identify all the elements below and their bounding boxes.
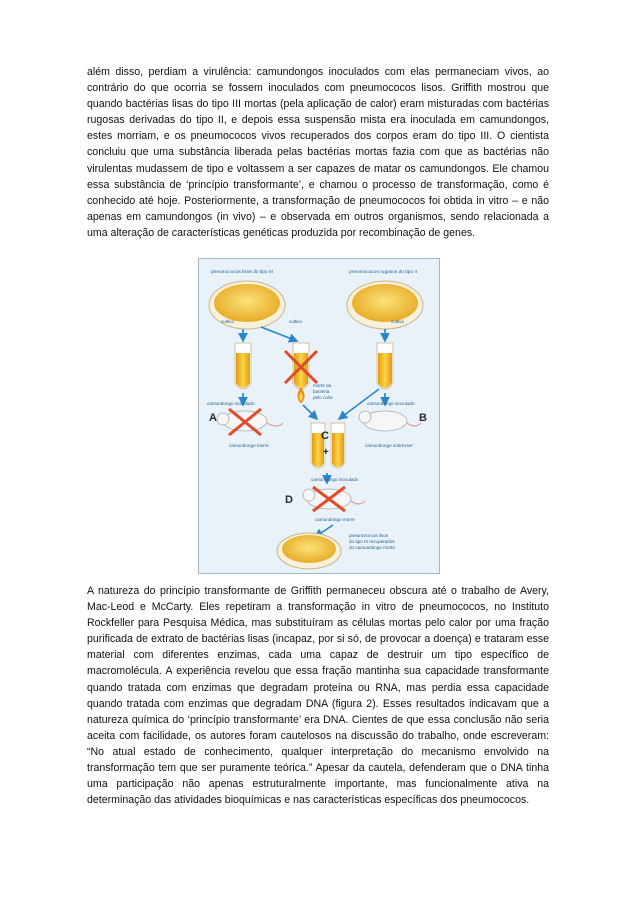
test-tube-left (235, 343, 251, 389)
cultivo-label-3: cultivo (391, 319, 405, 324)
dish-left-label: pneumococos lisos do tipo III (211, 270, 273, 275)
mouse-b-alive (359, 411, 421, 431)
mouse-d-dead (303, 487, 365, 511)
recovered-label-line-1: pneumococos lisos (349, 533, 389, 538)
letter-d: D (285, 494, 293, 506)
paragraph-2: A natureza do princípio transformante de Griffith permaneceu obscura até o trabalho de Avery, Mac-Leod e McCarty. Eles repetiram a transformação in vitro de pneumococos, no Instituto Rockfeller para Pesquisa Médica, mas substituíram as células mortas pelo calor por uma fração purificada de extrato de bactérias lisas (incapaz, por si só, de provocar a doença) e trataram esse material com diferentes enzimas, cada uma capaz de destruir um tipo específico de macromolécula. A experiência revelou que essa fração mantinha sua capacidade transformante quando tratada com enzimas que degradam proteína ou RNA, mas perdia essa capacidade quando tratada com enzimas que degradam DNA (figura 2). Esses resultados indicavam que a natureza química do ‘princípio transformante’ era DNA. Cientes de que essa conclusão não seria aceita com facilidade, os autores foram cautelosos na discussão do trabalho, onde escreveram: “No atual estado de conhecimento, qualquer interpretação do mecanismo envolvido na transformação tem que ser puramente teórica.” Apesar da cautela, defenderam que o DNA tinha uma participação não apenas estruturalmente importante, mas funcionalmente ativa na determinação das atividades bioquímicas e nas características específicas dos pneumococos. (87, 585, 549, 807)
mouse-dies-label-a: camundongo morre (229, 443, 269, 448)
letter-c: C (321, 430, 329, 442)
heat-label-line-2: bactéria (313, 389, 330, 394)
arrow-cultivo-2 (261, 327, 297, 341)
test-tube-c-live (331, 423, 345, 468)
mouse-dies-label-d: camundongo morre (315, 517, 355, 522)
cultivo-label-2: cultivo (289, 319, 303, 324)
plus-sign: + (323, 447, 329, 458)
flame-icon (297, 387, 304, 403)
recovered-label-line-2: do tipo III recuperados (349, 539, 395, 544)
mouse-survives-label-b: camundongo sobrevive (365, 443, 413, 448)
petri-dish-recovered (277, 533, 341, 569)
recovered-label-line-3: do camundongo morto (349, 545, 395, 550)
inoculated-label-right: camundongo inoculado (367, 401, 415, 406)
griffith-experiment-figure (198, 258, 440, 574)
inoculated-label-left: camundongo inoculado (207, 401, 255, 406)
dish-right-label: pneumococos rugosos do tipo II (349, 270, 417, 275)
letter-a: A (209, 412, 217, 424)
cultivo-label-1: cultivo (221, 319, 235, 324)
figure-diagram (199, 259, 439, 573)
paragraph-1: além disso, perdiam a virulência: camundongos inoculados com elas permaneciam vivos, ao contrário do que ocorria se fossem inoculados com pneumococos lisos. Griffith mostrou que quando bactérias lisas do tipo III mortas (pela aplicação de calor) eram misturadas com bactérias rugosas derivadas do tipo II, e depois essa suspensão mista era inoculada em camundongos, estes morriam, e os pneumococos vivos recuperados dos corpos eram do tipo III. O cientista concluiu que uma substância liberada pelas bactérias mortas fazia com que as bactérias não virulentas mudassem de tipo e voltassem a ser capazes de matar os camundongos. Ele chamou essa substância de ‘princípio transformante’, e chamou o processo de transformação, como é conhecido até hoje. Posteriormente, a transformação de pneumococos foi obtida in vitro – e não apenas em camundongos (in vivo) – e observada em outros organismos, sendo relacionada a uma alteração de características genéticas produzida por recombinação de genes. (87, 66, 549, 239)
mouse-a-dead (217, 409, 283, 435)
arrow-to-tube-c-left (303, 405, 317, 419)
test-tube-right (377, 343, 393, 389)
heat-label-line-3: pelo calor (313, 395, 333, 400)
inoculated-label-bottom: camundongo inoculado (311, 477, 359, 482)
letter-b: B (419, 412, 427, 424)
petri-dish-right (347, 281, 423, 329)
heat-label-line-1: morte da (313, 383, 332, 388)
